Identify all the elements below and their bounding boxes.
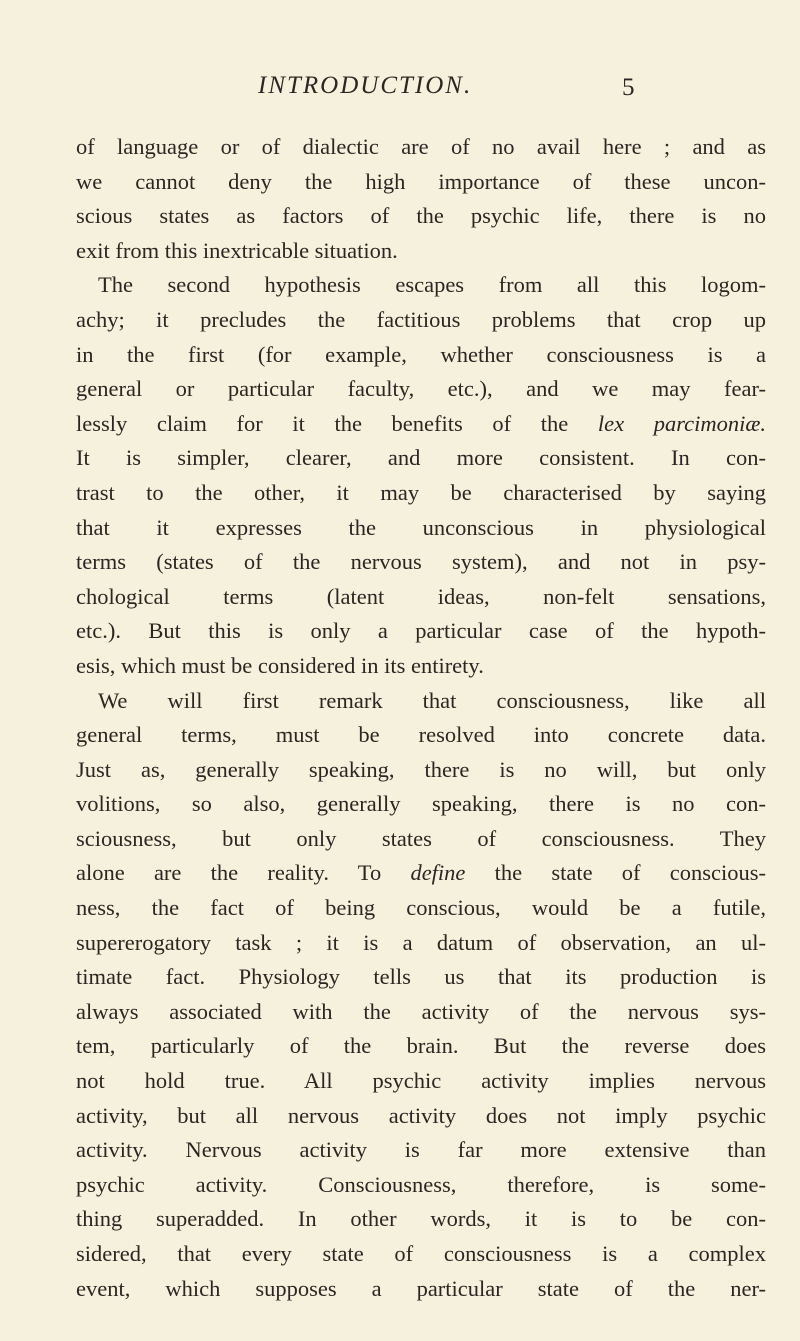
text-line-roman: the state of conscious- (465, 860, 766, 886)
text-line: sciousness, but only states of consciousness. They (76, 825, 766, 851)
text-line-roman: lessly claim for it the benefits of the (76, 410, 598, 436)
text-line-roman: alone are the reality. To (76, 860, 411, 886)
text-line: we cannot deny the high importance of these uncon- (76, 168, 766, 194)
text-line: scious states as factors of the psychic life, there is no (76, 203, 766, 229)
text-line: timate fact. Physiology tells us that its production is (76, 964, 766, 990)
text-line: volitions, so also, generally speaking, there is no con- (76, 791, 766, 817)
latin-phrase-italic: lex parcimoniæ. (597, 410, 766, 436)
text-line: etc.). But this is only a particular case of the hypoth- (76, 618, 766, 644)
text-line: general terms, must be resolved into concrete data. (76, 722, 766, 748)
text-line: psychic activity. Consciousness, therefore, is some- (76, 1171, 766, 1197)
text-line: supererogatory task ; it is a datum of observation, an ul- (76, 929, 766, 955)
text-line: activity. Nervous activity is far more extensive than (76, 1137, 766, 1163)
text-line: chological terms (latent ideas, non-felt sensations, (76, 583, 766, 609)
text-line: terms (states of the nervous system), and not in psy- (76, 549, 766, 575)
text-line: thing superadded. In other words, it is to be con- (76, 1206, 766, 1232)
text-line: We will first remark that consciousness, like all (98, 687, 766, 713)
body-text (76, 130, 766, 1306)
text-line: that it expresses the unconscious in physiological (76, 514, 766, 540)
text-line: exit from this inextricable situation. (76, 237, 398, 263)
text-line (76, 856, 766, 891)
text-line: esis, which must be considered in its entirety. (76, 652, 484, 678)
text-line: tem, particularly of the brain. But the reverse does (76, 1033, 766, 1059)
running-head (0, 72, 800, 108)
text-line (76, 407, 766, 442)
text-line: event, which supposes a particular state of the ner- (76, 1275, 766, 1301)
text-line: always associated with the activity of the nervous sys- (76, 998, 766, 1024)
text-line: of language or of dialectic are of no avail here ; and as (76, 134, 766, 159)
text-line: The second hypothesis escapes from all this logom- (98, 272, 766, 298)
text-line: general or particular faculty, etc.), and we may fear- (76, 376, 766, 402)
text-line: sidered, that every state of consciousness is a complex (76, 1241, 766, 1266)
text-line: Just as, generally speaking, there is no will, but only (76, 756, 766, 782)
emphasis-italic: define (410, 860, 466, 886)
text-line: achy; it precludes the factitious problems that crop up (76, 306, 766, 332)
running-title: INTRODUCTION. (258, 72, 473, 99)
text-line: ness, the fact of being conscious, would be a futile, (76, 895, 766, 921)
text-line: in the first (for example, whether consciousness is a (76, 341, 766, 367)
text-line: activity, but all nervous activity does not imply psychic (76, 1102, 766, 1128)
text-line: not hold true. All psychic activity implies nervous (76, 1068, 766, 1094)
text-line: trast to the other, it may be characterised by saying (76, 479, 766, 505)
text-line: It is simpler, clearer, and more consistent. In con- (76, 445, 766, 471)
page-number: 5 (622, 74, 635, 101)
